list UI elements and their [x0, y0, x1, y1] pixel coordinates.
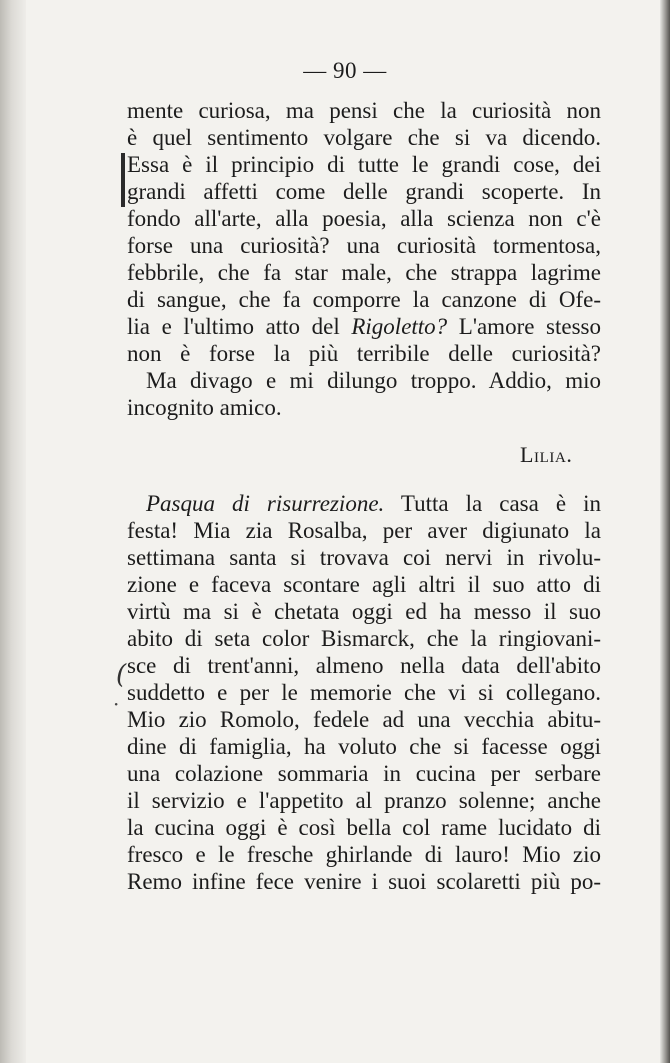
text-line: suddetto e per le memorie che vi si collegano. [127, 680, 601, 705]
signature-lilia: Lilia. [520, 442, 573, 467]
opera-title: Rigoletto? [351, 314, 448, 339]
text-line: di sangue, che fa comporre la canzone di Ofe- [127, 287, 601, 312]
margin-bracket-mark: ( [116, 660, 127, 690]
text-line: abito di seta color Bismarck, che la ringiovani- [127, 626, 601, 651]
text-span: L'amore stesso [458, 314, 601, 339]
text-line: è quel sentimento volgare che si va dicendo. [127, 125, 601, 150]
text-span: lia e l'ultimo atto del [127, 314, 340, 339]
text-line: Remo infine fece venire i suoi scolaretti più po- [127, 869, 601, 894]
text-line: non è forse la più terribile delle curiosità? [127, 341, 601, 366]
text-line: la cucina oggi è così bella col rame lucidato di [127, 815, 601, 840]
page-number: — 90 — [303, 58, 387, 83]
text-span: Tutta la casa è in [400, 491, 601, 516]
text-line: festa! Mia zia Rosalba, per aver digiunato la [127, 518, 601, 543]
text-line: Essa è il principio di tutte le grandi cose, dei [127, 152, 601, 177]
text-line: incognito amico. [127, 395, 282, 420]
text-line: forse una curiosità? una curiosità tormentosa, [127, 233, 601, 258]
text-line: sce di trent'anni, almeno nella data dell'abito [127, 653, 601, 678]
text-line: zione e faceva scontare agli altri il suo atto di [127, 572, 601, 597]
text-line: Mio zio Romolo, fedele ad una vecchia abitu- [127, 707, 601, 732]
margin-dot-mark: · [113, 692, 120, 716]
text-line-mixed [146, 490, 601, 517]
binding-shadow [0, 0, 26, 1063]
margin-pencil-mark [121, 153, 125, 207]
text-line: una colazione sommaria in cucina per serbare [127, 761, 601, 786]
entry-heading: Pasqua di risurrezione. [146, 491, 385, 516]
text-line: dine di famiglia, ha voluto che si facesse oggi [127, 734, 601, 759]
text-line: Ma divago e mi dilungo troppo. Addio, mio [146, 368, 601, 393]
text-line: settimana santa si trovava coi nervi in rivolu- [127, 545, 601, 570]
page-edge [660, 0, 670, 1063]
text-line: mente curiosa, ma pensi che la curiosità non [127, 98, 601, 123]
text-line: virtù ma si è chetata oggi ed ha messo il suo [127, 599, 601, 624]
text-line: fresco e le fresche ghirlande di lauro! Mio zio [127, 842, 601, 867]
text-line: febbrile, che fa star male, che strappa lagrime [127, 260, 601, 285]
text-line: il servizio e l'appetito al pranzo solenne; anche [127, 788, 601, 813]
text-line-mixed [127, 313, 601, 340]
text-line: grandi affetti come delle grandi scoperte. In [127, 179, 601, 204]
text-line: fondo all'arte, alla poesia, alla scienza non c'è [127, 206, 601, 231]
